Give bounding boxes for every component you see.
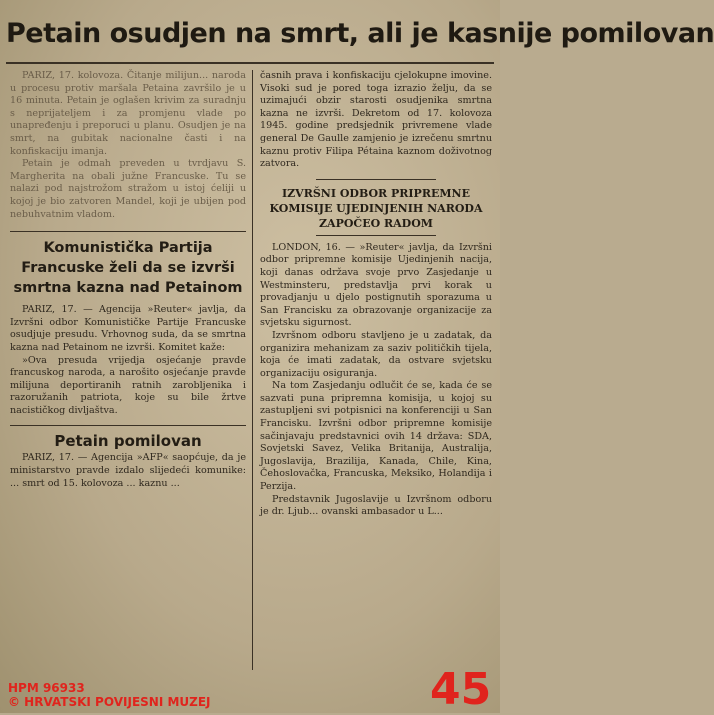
page-number: 45 [430, 664, 492, 715]
subhead-communist-party: Komunistička Partija Francuske želi da se izvrši smrtna kazna nad Petainom [13, 240, 243, 297]
article-un-committee [260, 242, 492, 519]
subhead-un-committee: IZVRŠNI ODBOR PRIPREMNE KOMISIJE UJEDINJENIH NARODA ZAPOČEO RADOM [269, 186, 483, 230]
article-continuation [260, 70, 492, 171]
left-column [10, 70, 246, 670]
paragraph: Petain je odmah preveden u tvrdjavu S. Margherita na obali južne Francuske. Tu se nalazi pod najstrožom stražom u istoj ćeliji u kojoj je bio zatvoren Mandel, koji je ubijen pod nebuhvatnim vladom. [10, 158, 246, 220]
paragraph: PARIZ, 17. — Agencija »Reuter« javlja, da Izvršni odbor Komunističke Partije Francuske osudjuje presudu. Vrhovnog suda, da se smrtna kazna nad Petainom ne izvrši. Komitet kaže: [10, 304, 246, 353]
article-petain-verdict [10, 70, 246, 221]
column-divider [252, 70, 253, 670]
paragraph: »Ova presuda vrijedja osjećanje pravde francuskog naroda, a narošito osjećanje pravde milijuna deportiranih ratnih zarobljenika i razoružanih patriota, koje su bile žrtve nacističkog divljaštva. [10, 354, 246, 416]
paragraph: LONDON, 16. — »Reuter« javlja, da Izvršni odbor pripremne komisije Ujedinjenih nacija, koji danas održava svoje prvo Zasjedanje u Westminsteru, predstavlja prvi korak u provadjanju u djelo postignutih sporazuma u San Francisku za obrazovanje organizacije za svjetsku sigurnost. [260, 241, 492, 329]
copyright-notice: © HRVATSKI POVIJESNI MUZEJ [8, 695, 211, 709]
paragraph: Izvršnom odboru stavljeno je u zadatak, da organizira mehanizam za saziv političkih tijela, koja će imati zadatak, da ostvare svjetsku organizaciju osiguranja. [260, 329, 492, 379]
museum-watermark [8, 681, 211, 709]
paragraph: Na tom Zasjedanju odlučit će se, kada će se sazvati puna pripremna komisija, u kojoj su zastupljeni svi potpisnici na konferenciji u San Francisku. Izvršni odbor pripremne komisije sačinjavaju predstavnici ovih 14 država: SDA, Sovjetski Savez, Velika Britanija, Australija, Jugoslavija, Brazilija, Kanada, Chile, Kina, Čehoslovačka, Francuska, Meksiko, Holandija i Perzija. [260, 380, 492, 493]
subhead-petain-pardoned: Petain pomilovan [54, 432, 202, 451]
paragraph: Predstavnik Jugoslavije u Izvršnom odboru je dr. Ljub... ovanski ambasador u L... [260, 493, 492, 518]
paragraph: PARIZ, 17. — Agencija »AFP« saopćuje, da je ministarstvo pravde izdalo slijedeći komunike: ... smrt od 15. kolovoza ... kaznu ... [10, 452, 246, 489]
section-rule [316, 235, 436, 236]
article-petain-pardoned [10, 452, 246, 490]
inventory-number: HPM 96933 [8, 681, 85, 695]
headline: Petain osudjen na smrt, ali je kasnije pomilovan [6, 18, 714, 49]
headline-rule [6, 62, 494, 64]
article-communist-party [10, 304, 246, 417]
paragraph: PARIZ, 17. kolovoza. Čitanje milijun... naroda u procesu protiv maršala Petaina završilo je u 16 minuta. Petain je oglašen krivim za suradnju s neprijateljem i za promjenu vlade po unapređenju i preporuci u planu. Osudjen je na smrt, na gubitak nacionalne časti i na konfiskaciju imanja. [10, 70, 246, 157]
section-rule [316, 179, 436, 180]
section-rule [10, 425, 246, 426]
right-column [260, 70, 492, 670]
paragraph: časnih prava i konfiskaciju cjelokupne imovine. Visoki sud je pored toga izrazio želju, da se uzimajući obzir starosti osudjenika smrtna kazna ne izvrši. Dekretom od 17. kolovoza 1945. godine predsjednik privremene vlade general De Gaulle zamjenio je izrečenu smrtnu kaznu protiv Filipa Pétaina kaznom doživotnog zatvora. [260, 70, 492, 170]
section-rule [10, 231, 246, 232]
